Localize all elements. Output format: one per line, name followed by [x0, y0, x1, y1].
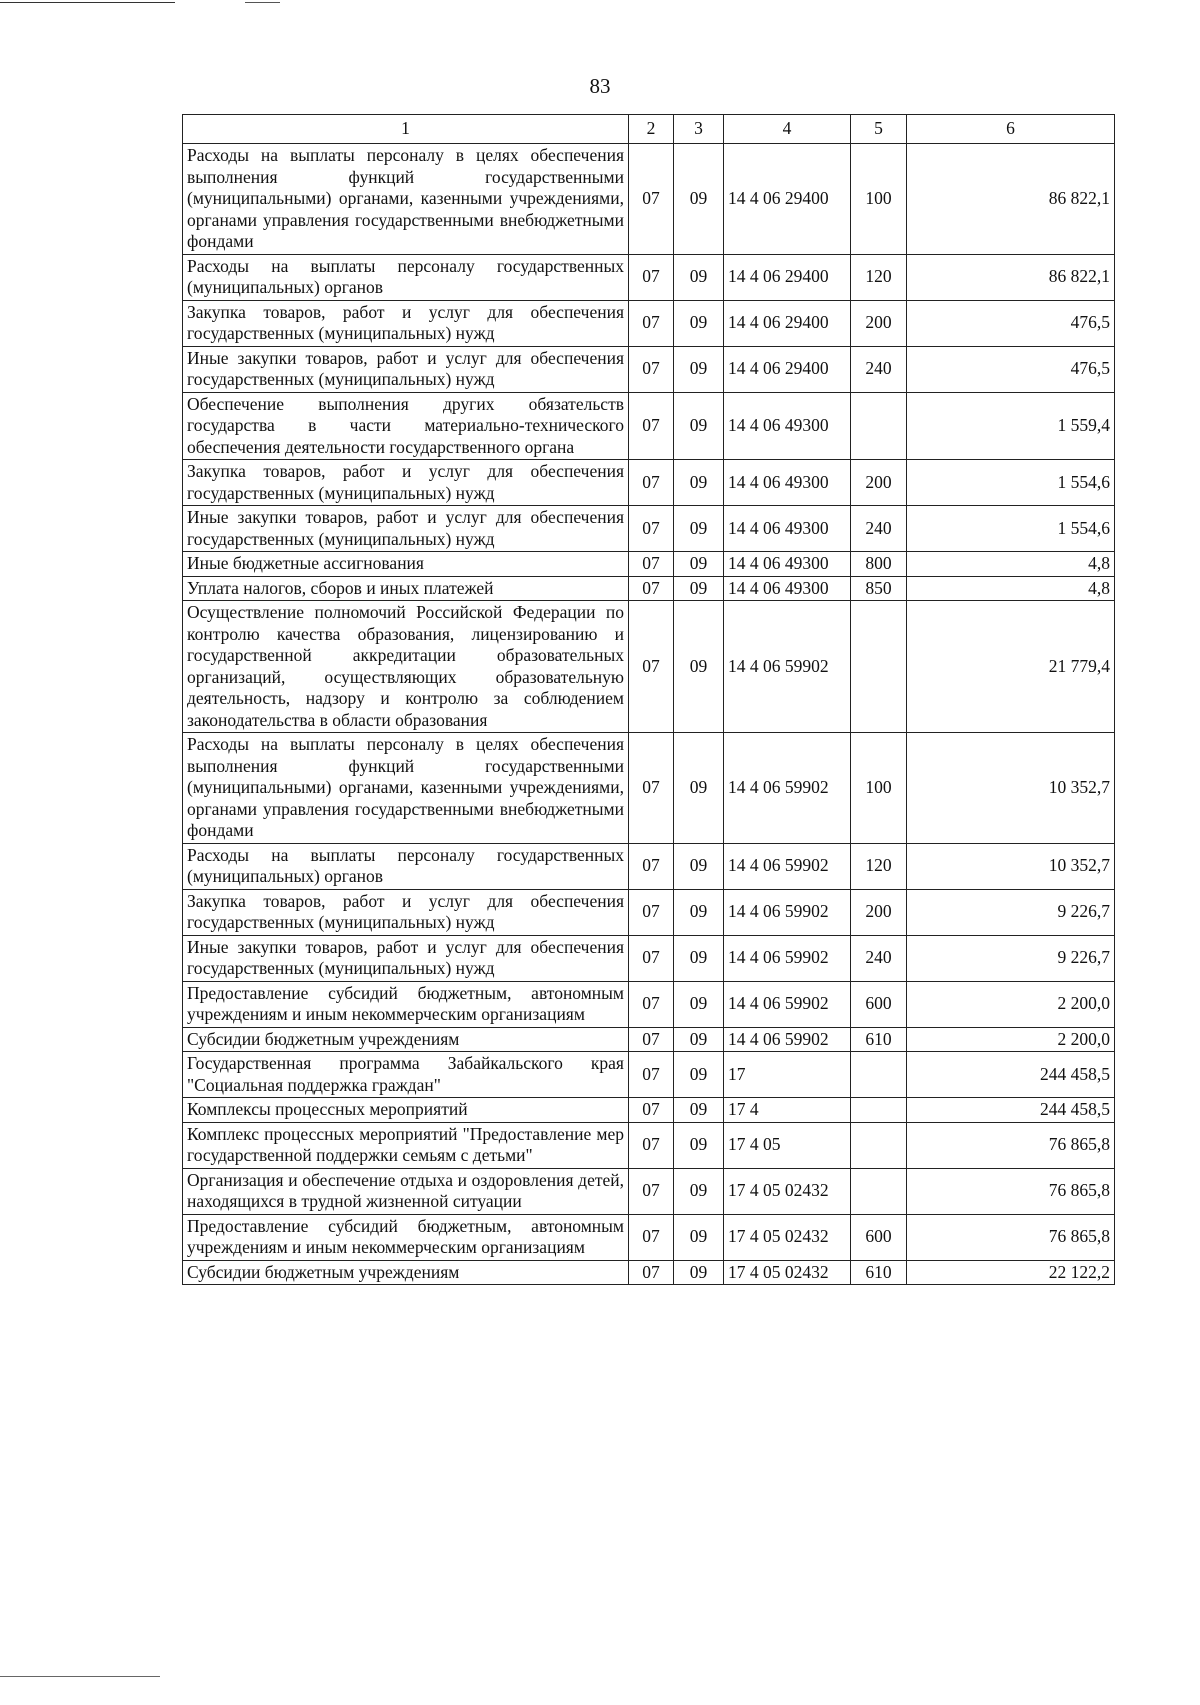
row-subsection: 09	[674, 254, 724, 300]
table-row	[183, 460, 1115, 506]
row-target-article: 17 4 05 02432	[724, 1260, 851, 1285]
row-amount: 2 200,0	[907, 1027, 1115, 1052]
row-section: 07	[629, 1098, 674, 1123]
row-amount: 1 554,6	[907, 506, 1115, 552]
row-name: Предоставление субсидий бюджетным, автономным учреждениям и иным некоммерческим организациям	[183, 1214, 629, 1260]
row-section: 07	[629, 1027, 674, 1052]
row-name: Осуществление полномочий Российской Федерации по контролю качества образования, лицензированию и государственной аккредитации образовательных организаций, осуществляющих образовательную деятельность, надзору и контролю за соблюдением законодательства в области образования	[183, 601, 629, 733]
row-expense-type: 240	[851, 935, 907, 981]
row-subsection: 09	[674, 144, 724, 255]
row-amount: 76 865,8	[907, 1214, 1115, 1260]
row-name: Субсидии бюджетным учреждениям	[183, 1260, 629, 1285]
row-target-article: 14 4 06 29400	[724, 144, 851, 255]
row-expense-type: 850	[851, 576, 907, 601]
row-expense-type: 240	[851, 346, 907, 392]
row-subsection: 09	[674, 935, 724, 981]
row-expense-type: 120	[851, 843, 907, 889]
row-amount: 10 352,7	[907, 733, 1115, 844]
row-target-article: 14 4 06 59902	[724, 889, 851, 935]
row-target-article: 14 4 06 59902	[724, 935, 851, 981]
row-expense-type: 600	[851, 1214, 907, 1260]
budget-table	[182, 114, 1115, 1285]
row-amount: 9 226,7	[907, 935, 1115, 981]
row-name: Закупка товаров, работ и услуг для обеспечения государственных (муниципальных) нужд	[183, 460, 629, 506]
row-name: Предоставление субсидий бюджетным, автономным учреждениям и иным некоммерческим организациям	[183, 981, 629, 1027]
row-amount: 86 822,1	[907, 254, 1115, 300]
row-target-article: 14 4 06 59902	[724, 1027, 851, 1052]
row-section: 07	[629, 843, 674, 889]
row-name: Субсидии бюджетным учреждениям	[183, 1027, 629, 1052]
header-col-3: 3	[674, 115, 724, 144]
row-section: 07	[629, 1214, 674, 1260]
row-amount: 1 559,4	[907, 392, 1115, 460]
row-section: 07	[629, 981, 674, 1027]
row-target-article: 14 4 06 49300	[724, 506, 851, 552]
row-name: Уплата налогов, сборов и иных платежей	[183, 576, 629, 601]
row-subsection: 09	[674, 981, 724, 1027]
row-expense-type: 100	[851, 144, 907, 255]
row-expense-type: 240	[851, 506, 907, 552]
row-subsection: 09	[674, 601, 724, 733]
row-name: Иные бюджетные ассигнования	[183, 552, 629, 577]
row-expense-type: 200	[851, 300, 907, 346]
row-section: 07	[629, 576, 674, 601]
row-expense-type	[851, 1168, 907, 1214]
row-target-article: 14 4 06 29400	[724, 346, 851, 392]
table-row	[183, 144, 1115, 255]
row-target-article: 17	[724, 1052, 851, 1098]
row-name: Иные закупки товаров, работ и услуг для обеспечения государственных (муниципальных) нужд	[183, 506, 629, 552]
row-expense-type: 610	[851, 1027, 907, 1052]
row-section: 07	[629, 300, 674, 346]
row-subsection: 09	[674, 1260, 724, 1285]
table-body	[183, 144, 1115, 1285]
row-subsection: 09	[674, 1052, 724, 1098]
row-target-article: 14 4 06 49300	[724, 460, 851, 506]
row-name: Комплексы процессных мероприятий	[183, 1098, 629, 1123]
table-row	[183, 1122, 1115, 1168]
table-row	[183, 1027, 1115, 1052]
row-target-article: 14 4 06 59902	[724, 981, 851, 1027]
row-name: Расходы на выплаты персоналу в целях обеспечения выполнения функций государственными (муниципальными) органами, казенными учреждениями, органами управления государственными внебюджетными фондами	[183, 144, 629, 255]
row-amount: 21 779,4	[907, 601, 1115, 733]
row-expense-type	[851, 1098, 907, 1123]
row-expense-type: 610	[851, 1260, 907, 1285]
row-subsection: 09	[674, 346, 724, 392]
scan-edge-line	[245, 2, 280, 3]
row-name: Расходы на выплаты персоналу государственных (муниципальных) органов	[183, 254, 629, 300]
row-target-article: 14 4 06 49300	[724, 392, 851, 460]
row-expense-type: 120	[851, 254, 907, 300]
row-section: 07	[629, 935, 674, 981]
table-row	[183, 1260, 1115, 1285]
row-amount: 86 822,1	[907, 144, 1115, 255]
table-row	[183, 935, 1115, 981]
table-row	[183, 889, 1115, 935]
row-target-article: 14 4 06 29400	[724, 300, 851, 346]
row-amount: 244 458,5	[907, 1098, 1115, 1123]
table-header-row	[183, 115, 1115, 144]
row-expense-type	[851, 392, 907, 460]
row-amount: 4,8	[907, 576, 1115, 601]
row-subsection: 09	[674, 392, 724, 460]
row-amount: 76 865,8	[907, 1122, 1115, 1168]
row-amount: 22 122,2	[907, 1260, 1115, 1285]
row-name: Государственная программа Забайкальского края "Социальная поддержка граждан"	[183, 1052, 629, 1098]
row-section: 07	[629, 460, 674, 506]
row-target-article: 17 4 05 02432	[724, 1168, 851, 1214]
header-col-5: 5	[851, 115, 907, 144]
row-expense-type	[851, 601, 907, 733]
table-row	[183, 300, 1115, 346]
row-amount: 4,8	[907, 552, 1115, 577]
row-expense-type	[851, 1052, 907, 1098]
row-subsection: 09	[674, 733, 724, 844]
table-row	[183, 601, 1115, 733]
scan-edge-line	[0, 1676, 160, 1677]
row-subsection: 09	[674, 1098, 724, 1123]
row-name: Организация и обеспечение отдыха и оздоровления детей, находящихся в трудной жизненной ситуации	[183, 1168, 629, 1214]
page-number: 83	[589, 74, 611, 98]
row-subsection: 09	[674, 843, 724, 889]
row-section: 07	[629, 254, 674, 300]
row-section: 07	[629, 346, 674, 392]
row-name: Иные закупки товаров, работ и услуг для обеспечения государственных (муниципальных) нужд	[183, 346, 629, 392]
row-section: 07	[629, 889, 674, 935]
row-amount: 244 458,5	[907, 1052, 1115, 1098]
table-row	[183, 392, 1115, 460]
row-section: 07	[629, 1122, 674, 1168]
row-section: 07	[629, 733, 674, 844]
row-amount: 76 865,8	[907, 1168, 1115, 1214]
row-name: Комплекс процессных мероприятий "Предоставление мер государственной поддержки семьям с детьми"	[183, 1122, 629, 1168]
table-row	[183, 506, 1115, 552]
row-amount: 9 226,7	[907, 889, 1115, 935]
row-subsection: 09	[674, 576, 724, 601]
row-subsection: 09	[674, 460, 724, 506]
header-col-1: 1	[183, 115, 629, 144]
row-amount: 10 352,7	[907, 843, 1115, 889]
row-name: Расходы на выплаты персоналу в целях обеспечения выполнения функций государственными (муниципальными) органами, казенными учреждениями, органами управления государственными внебюджетными фондами	[183, 733, 629, 844]
row-name: Закупка товаров, работ и услуг для обеспечения государственных (муниципальных) нужд	[183, 889, 629, 935]
table-row	[183, 733, 1115, 844]
header-col-2: 2	[629, 115, 674, 144]
row-section: 07	[629, 552, 674, 577]
row-subsection: 09	[674, 1027, 724, 1052]
row-amount: 476,5	[907, 300, 1115, 346]
row-target-article: 17 4	[724, 1098, 851, 1123]
row-section: 07	[629, 1260, 674, 1285]
row-expense-type: 600	[851, 981, 907, 1027]
table-row	[183, 843, 1115, 889]
row-expense-type: 200	[851, 889, 907, 935]
table-row	[183, 346, 1115, 392]
row-target-article: 17 4 05	[724, 1122, 851, 1168]
header-col-4: 4	[724, 115, 851, 144]
table-row	[183, 1168, 1115, 1214]
row-expense-type: 800	[851, 552, 907, 577]
table-row	[183, 1098, 1115, 1123]
row-amount: 2 200,0	[907, 981, 1115, 1027]
row-expense-type	[851, 1122, 907, 1168]
table-row	[183, 576, 1115, 601]
row-subsection: 09	[674, 1122, 724, 1168]
row-section: 07	[629, 144, 674, 255]
row-subsection: 09	[674, 889, 724, 935]
table-row	[183, 1214, 1115, 1260]
row-subsection: 09	[674, 1214, 724, 1260]
row-target-article: 17 4 05 02432	[724, 1214, 851, 1260]
row-expense-type: 200	[851, 460, 907, 506]
row-target-article: 14 4 06 59902	[724, 733, 851, 844]
table-row	[183, 552, 1115, 577]
header-col-6: 6	[907, 115, 1115, 144]
row-name: Обеспечение выполнения других обязательств государства в части материально-технического обеспечения деятельности государственного органа	[183, 392, 629, 460]
row-amount: 476,5	[907, 346, 1115, 392]
row-section: 07	[629, 392, 674, 460]
table-row	[183, 254, 1115, 300]
row-name: Иные закупки товаров, работ и услуг для обеспечения государственных (муниципальных) нужд	[183, 935, 629, 981]
row-target-article: 14 4 06 29400	[724, 254, 851, 300]
row-subsection: 09	[674, 552, 724, 577]
scan-edge-line	[0, 2, 175, 3]
table-row	[183, 1052, 1115, 1098]
row-section: 07	[629, 1052, 674, 1098]
row-target-article: 14 4 06 59902	[724, 843, 851, 889]
row-section: 07	[629, 506, 674, 552]
row-expense-type: 100	[851, 733, 907, 844]
row-subsection: 09	[674, 300, 724, 346]
row-section: 07	[629, 601, 674, 733]
row-subsection: 09	[674, 506, 724, 552]
row-amount: 1 554,6	[907, 460, 1115, 506]
row-target-article: 14 4 06 59902	[724, 601, 851, 733]
row-name: Закупка товаров, работ и услуг для обеспечения государственных (муниципальных) нужд	[183, 300, 629, 346]
row-section: 07	[629, 1168, 674, 1214]
row-name: Расходы на выплаты персоналу государственных (муниципальных) органов	[183, 843, 629, 889]
row-target-article: 14 4 06 49300	[724, 552, 851, 577]
row-subsection: 09	[674, 1168, 724, 1214]
row-target-article: 14 4 06 49300	[724, 576, 851, 601]
table-row	[183, 981, 1115, 1027]
